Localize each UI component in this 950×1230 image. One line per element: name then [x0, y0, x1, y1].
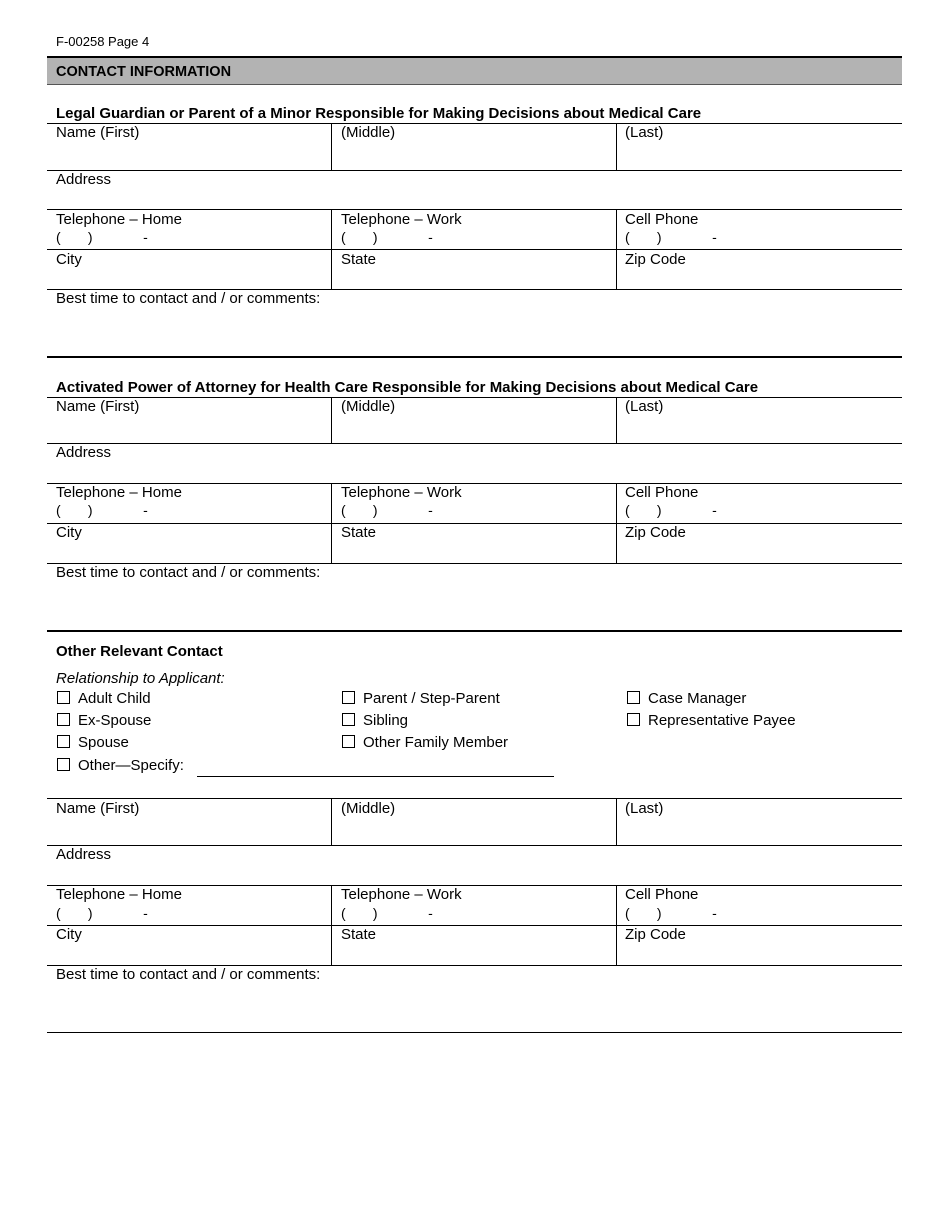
- ex-spouse-label: Ex-Spouse: [78, 712, 152, 729]
- phone-format: ( ) -: [56, 905, 148, 921]
- relationship-label: Relationship to Applicant:: [56, 670, 225, 687]
- name-first-field[interactable]: Name (First): [56, 398, 140, 415]
- address-field[interactable]: Address: [56, 171, 112, 188]
- name-first-field[interactable]: Name (First): [56, 124, 140, 141]
- cell-phone-field[interactable]: Cell Phone: [625, 886, 699, 903]
- state-field[interactable]: State: [341, 251, 377, 268]
- sibling-checkbox[interactable]: [342, 713, 355, 726]
- spouse-checkbox[interactable]: [57, 735, 70, 748]
- name-last-field[interactable]: (Last): [625, 124, 664, 141]
- name-middle-field[interactable]: (Middle): [341, 800, 396, 817]
- cell-phone-field[interactable]: Cell Phone: [625, 484, 699, 501]
- phone-format: ( ) -: [341, 905, 433, 921]
- address-field[interactable]: Address: [56, 444, 112, 461]
- other-family-member-label: Other Family Member: [363, 734, 509, 751]
- other-specify-input[interactable]: [197, 776, 554, 777]
- zip-code-field[interactable]: Zip Code: [625, 926, 686, 943]
- city-field[interactable]: City: [56, 926, 82, 943]
- ex-spouse-checkbox[interactable]: [57, 713, 70, 726]
- other-contact-heading: Other Relevant Contact: [56, 643, 223, 660]
- phone-format: ( ) -: [56, 502, 148, 518]
- phone-format: ( ) -: [341, 229, 433, 245]
- comments-field[interactable]: Best time to contact and / or comments:: [56, 564, 321, 581]
- guardian-heading: Legal Guardian or Parent of a Minor Responsible for Making Decisions about Medical Care: [56, 105, 702, 122]
- poa-heading: Activated Power of Attorney for Health Care Responsible for Making Decisions about Medical Care: [56, 379, 759, 396]
- zip-code-field[interactable]: Zip Code: [625, 524, 686, 541]
- phone-format: ( ) -: [625, 502, 717, 518]
- telephone-work-field[interactable]: Telephone – Work: [341, 211, 462, 228]
- name-first-field[interactable]: Name (First): [56, 800, 140, 817]
- phone-format: ( ) -: [625, 229, 717, 245]
- banner-title: CONTACT INFORMATION: [56, 64, 232, 80]
- other-family-member-checkbox[interactable]: [342, 735, 355, 748]
- cell-phone-field[interactable]: Cell Phone: [625, 211, 699, 228]
- representative-payee-checkbox[interactable]: [627, 713, 640, 726]
- section-banner: [47, 56, 902, 85]
- phone-format: ( ) -: [56, 229, 148, 245]
- name-middle-field[interactable]: (Middle): [341, 124, 396, 141]
- phone-format: ( ) -: [625, 905, 717, 921]
- name-last-field[interactable]: (Last): [625, 800, 664, 817]
- other-specify-label: Other—Specify:: [78, 757, 184, 774]
- comments-field[interactable]: Best time to contact and / or comments:: [56, 966, 321, 983]
- zip-code-field[interactable]: Zip Code: [625, 251, 686, 268]
- telephone-home-field[interactable]: Telephone – Home: [56, 886, 182, 903]
- form-id: F-00258 Page 4: [56, 34, 150, 49]
- state-field[interactable]: State: [341, 524, 377, 541]
- phone-format: ( ) -: [341, 502, 433, 518]
- case-manager-checkbox[interactable]: [627, 691, 640, 704]
- case-manager-label: Case Manager: [648, 690, 747, 707]
- sibling-label: Sibling: [363, 712, 409, 729]
- parent-step-parent-checkbox[interactable]: [342, 691, 355, 704]
- representative-payee-label: Representative Payee: [648, 712, 796, 729]
- address-field[interactable]: Address: [56, 846, 112, 863]
- telephone-work-field[interactable]: Telephone – Work: [341, 886, 462, 903]
- spouse-label: Spouse: [78, 734, 129, 751]
- telephone-home-field[interactable]: Telephone – Home: [56, 211, 182, 228]
- other-specify-checkbox[interactable]: [57, 758, 70, 771]
- name-middle-field[interactable]: (Middle): [341, 398, 396, 415]
- telephone-work-field[interactable]: Telephone – Work: [341, 484, 462, 501]
- adult-child-label: Adult Child: [78, 690, 151, 707]
- adult-child-checkbox[interactable]: [57, 691, 70, 704]
- parent-step-parent-label: Parent / Step-Parent: [363, 690, 500, 707]
- telephone-home-field[interactable]: Telephone – Home: [56, 484, 182, 501]
- state-field[interactable]: State: [341, 926, 377, 943]
- name-last-field[interactable]: (Last): [625, 398, 664, 415]
- divider: [47, 123, 902, 124]
- comments-field[interactable]: Best time to contact and / or comments:: [56, 290, 321, 307]
- city-field[interactable]: City: [56, 251, 82, 268]
- city-field[interactable]: City: [56, 524, 82, 541]
